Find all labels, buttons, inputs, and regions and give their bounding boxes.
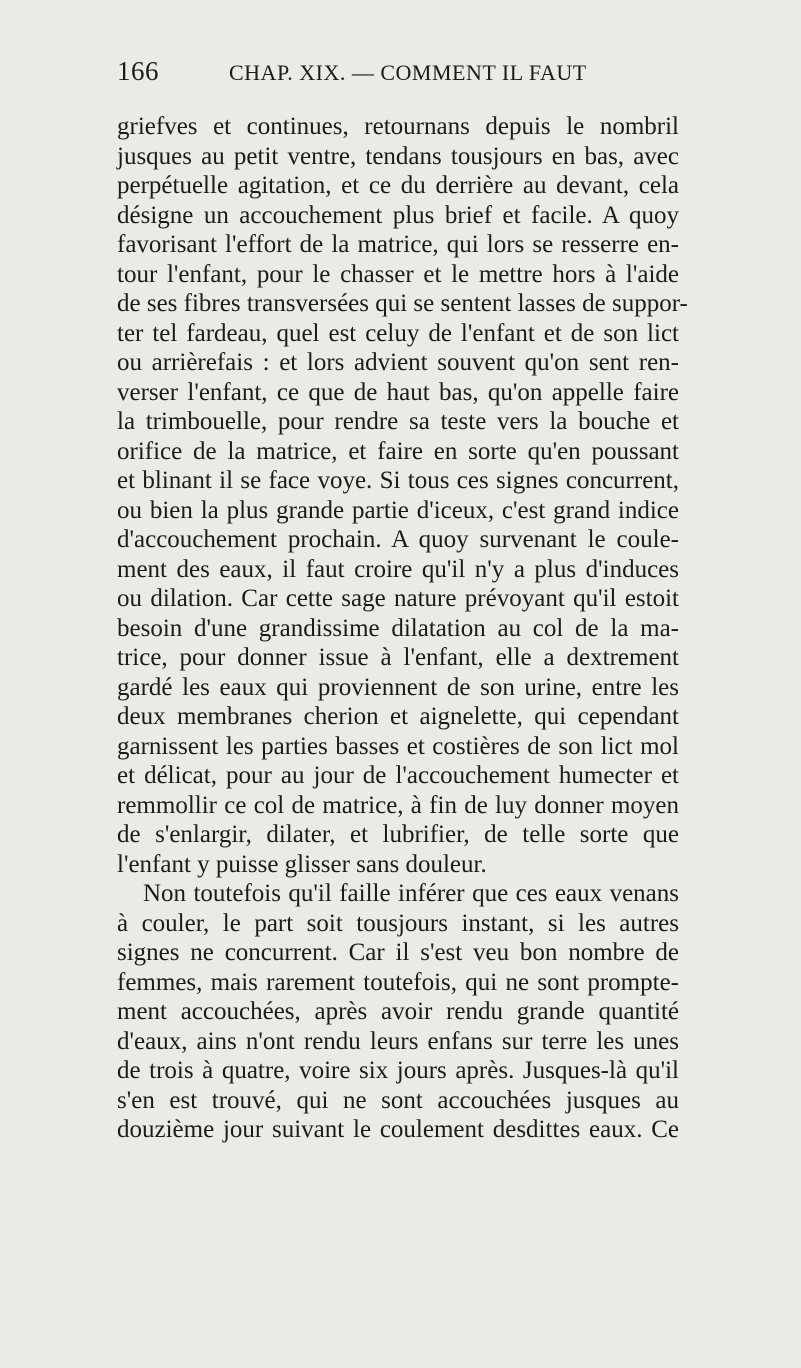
text-line: ou dilation. Car cette sage nature prévoyant qu'il estoit	[117, 585, 679, 612]
text-line: et blinant il se face voye. Si tous ces signes concurrent,	[117, 467, 679, 494]
text-line: et délicat, pour au jour de l'accouchement humecter et	[117, 762, 679, 789]
text-line: perpétuelle agitation, et ce du derrière au devant, cela	[117, 172, 679, 199]
text-line: la trimbouelle, pour rendre sa teste vers la bouche et	[117, 408, 679, 435]
text-line: de trois à quatre, voire six jours après. Jusques-là qu'il	[117, 1057, 679, 1084]
text-line: l'enfant y puisse glisser sans douleur.	[117, 850, 487, 878]
text-line: d'eaux, ains n'ont rendu leurs enfans sur terre les unes	[117, 1027, 679, 1055]
text-line: femmes, mais rarement toutefois, qui ne sont prompte-	[117, 968, 679, 996]
chapter-heading: CHAP. XIX. — COMMENT IL FAUT	[229, 60, 587, 85]
text-line: signes ne concurrent. Car il s'est veu bon nombre de	[117, 939, 679, 966]
body-text	[117, 112, 688, 1145]
text-line: ou arrièrefais : et lors advient souvent qu'on sent ren-	[117, 349, 679, 376]
text-line: garnissent les parties basses et costières de son lict mol	[117, 732, 679, 760]
text-line: désigne un accouchement plus brief et facile. A quoy	[117, 201, 679, 229]
text-line: deux membranes cherion et aignelette, qui cependant	[117, 703, 679, 730]
text-line: à couler, le part soit tousjours instant, si les autres	[117, 909, 679, 937]
text-line: s'en est trouvé, qui ne sont accouchées jusques au	[117, 1086, 679, 1114]
text-line: de ses fibres transversées qui se sentent lasses de suppor-	[117, 290, 688, 317]
text-line: orifice de la matrice, et faire en sorte qu'en poussant	[117, 437, 679, 465]
text-line: ter tel fardeau, quel est celuy de l'enfant et de son lict	[117, 319, 679, 347]
text-line: besoin d'une grandissime dilatation au col de la ma-	[117, 614, 679, 642]
text-line: douzième jour suivant le coulement desdittes eaux. Ce	[117, 1116, 679, 1143]
text-line: jusques au petit ventre, tendans tousjours en bas, avec	[117, 142, 679, 170]
text-line: ment des eaux, il faut croire qu'il n'y a plus d'induces	[117, 555, 679, 583]
text-line: tour l'enfant, pour le chasser et le mettre hors à l'aide	[117, 260, 679, 288]
text-line: favorisant l'effort de la matrice, qui lors se resserre en-	[117, 231, 679, 258]
text-line: verser l'enfant, ce que de haut bas, qu'on appelle faire	[117, 378, 679, 406]
text-line: Non toutefois qu'il faille inférer que ces eaux venans	[143, 880, 679, 907]
text-line: gardé les eaux qui proviennent de son urine, entre les	[117, 673, 679, 701]
text-line: remmollir ce col de matrice, à fin de luy donner moyen	[117, 791, 679, 819]
running-head	[117, 56, 677, 96]
text-line: griefves et continues, retournans depuis le nombril	[117, 113, 679, 140]
text-line: de s'enlargir, dilater, et lubrifier, de telle sorte que	[117, 821, 679, 848]
text-line: ou bien la plus grande partie d'iceux, c'est grand indice	[117, 496, 679, 524]
page-number: 166	[117, 56, 159, 86]
text-line: d'accouchement prochain. A quoy survenant le coule-	[117, 526, 679, 553]
text-line: ment accouchées, après avoir rendu grande quantité	[117, 998, 679, 1025]
text-line: trice, pour donner issue à l'enfant, elle a dextrement	[117, 644, 679, 671]
